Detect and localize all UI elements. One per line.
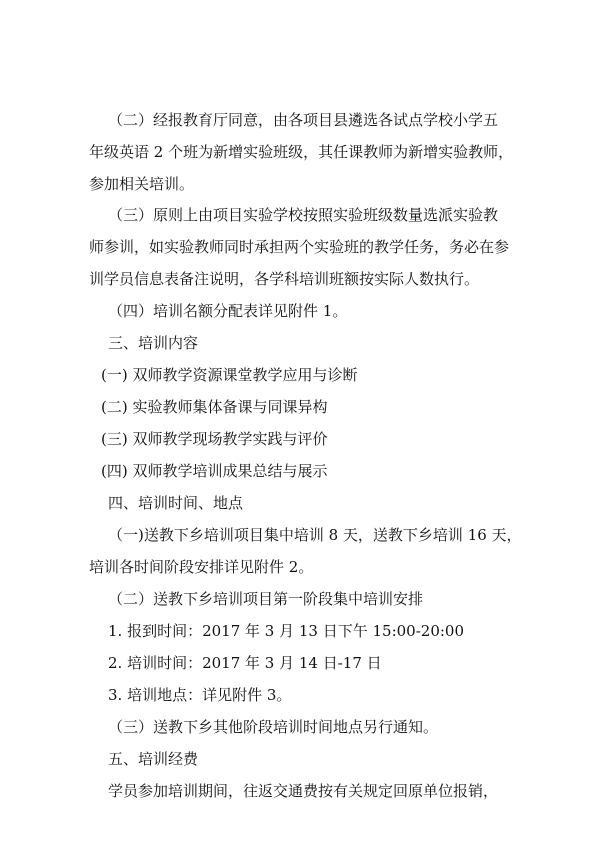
paragraph-line: 学员参加培训期间，往返交通费按有关规定回原单位报销， — [108, 782, 499, 800]
paragraph-line: 培训各时间阶段安排详见附件 2。 — [89, 558, 314, 576]
section-heading: 五、培训经费 — [108, 750, 199, 768]
paragraph-line: （四）培训名额分配表详见附件 1。 — [108, 302, 348, 320]
paragraph-line: （三）原则上由项目实验学校按照实验班级数量选派实验教 — [108, 206, 499, 224]
section-heading: 三、培训内容 — [108, 334, 199, 352]
list-item: 3. 培训地点：详见附件 3。 — [108, 686, 292, 704]
list-item: 1. 报到时间：2017 年 3 月 13 日下午 15:00-20:00 — [108, 622, 465, 640]
list-item: (二) 实验教师集体备课与同课异构 — [101, 398, 328, 416]
paragraph-line: 师参训，如实验教师同时承担两个实验班的教学任务，务必在参 — [89, 238, 510, 256]
list-item: 2. 培训时间：2017 年 3 月 14 日-17 日 — [108, 654, 382, 672]
section-heading: 四、培训时间、地点 — [108, 494, 244, 512]
paragraph-line: 年级英语 2 个班为新增实验班级，其任课教师为新增实验教师， — [89, 143, 514, 161]
paragraph-line: 训学员信息表备注说明，各学科培训班额按实际人数执行。 — [89, 270, 480, 288]
list-item: (三) 双师教学现场教学实践与评价 — [101, 430, 328, 448]
list-item: (一) 双师教学资源课堂教学应用与诊断 — [101, 366, 358, 384]
paragraph-line: （三）送教下乡其他阶段培训时间地点另行通知。 — [108, 718, 439, 736]
list-item: (四) 双师教学培训成果总结与展示 — [101, 462, 328, 480]
paragraph-line: （二）经报教育厅同意，由各项目县遴选各试点学校小学五 — [108, 111, 499, 129]
paragraph-line: 参加相关培训。 — [89, 175, 195, 193]
paragraph-line: （一)送教下乡培训项目集中培训 8 天，送教下乡培训 16 天， — [108, 526, 522, 544]
paragraph-line: （二）送教下乡培训项目第一阶段集中培训安排 — [108, 590, 424, 608]
